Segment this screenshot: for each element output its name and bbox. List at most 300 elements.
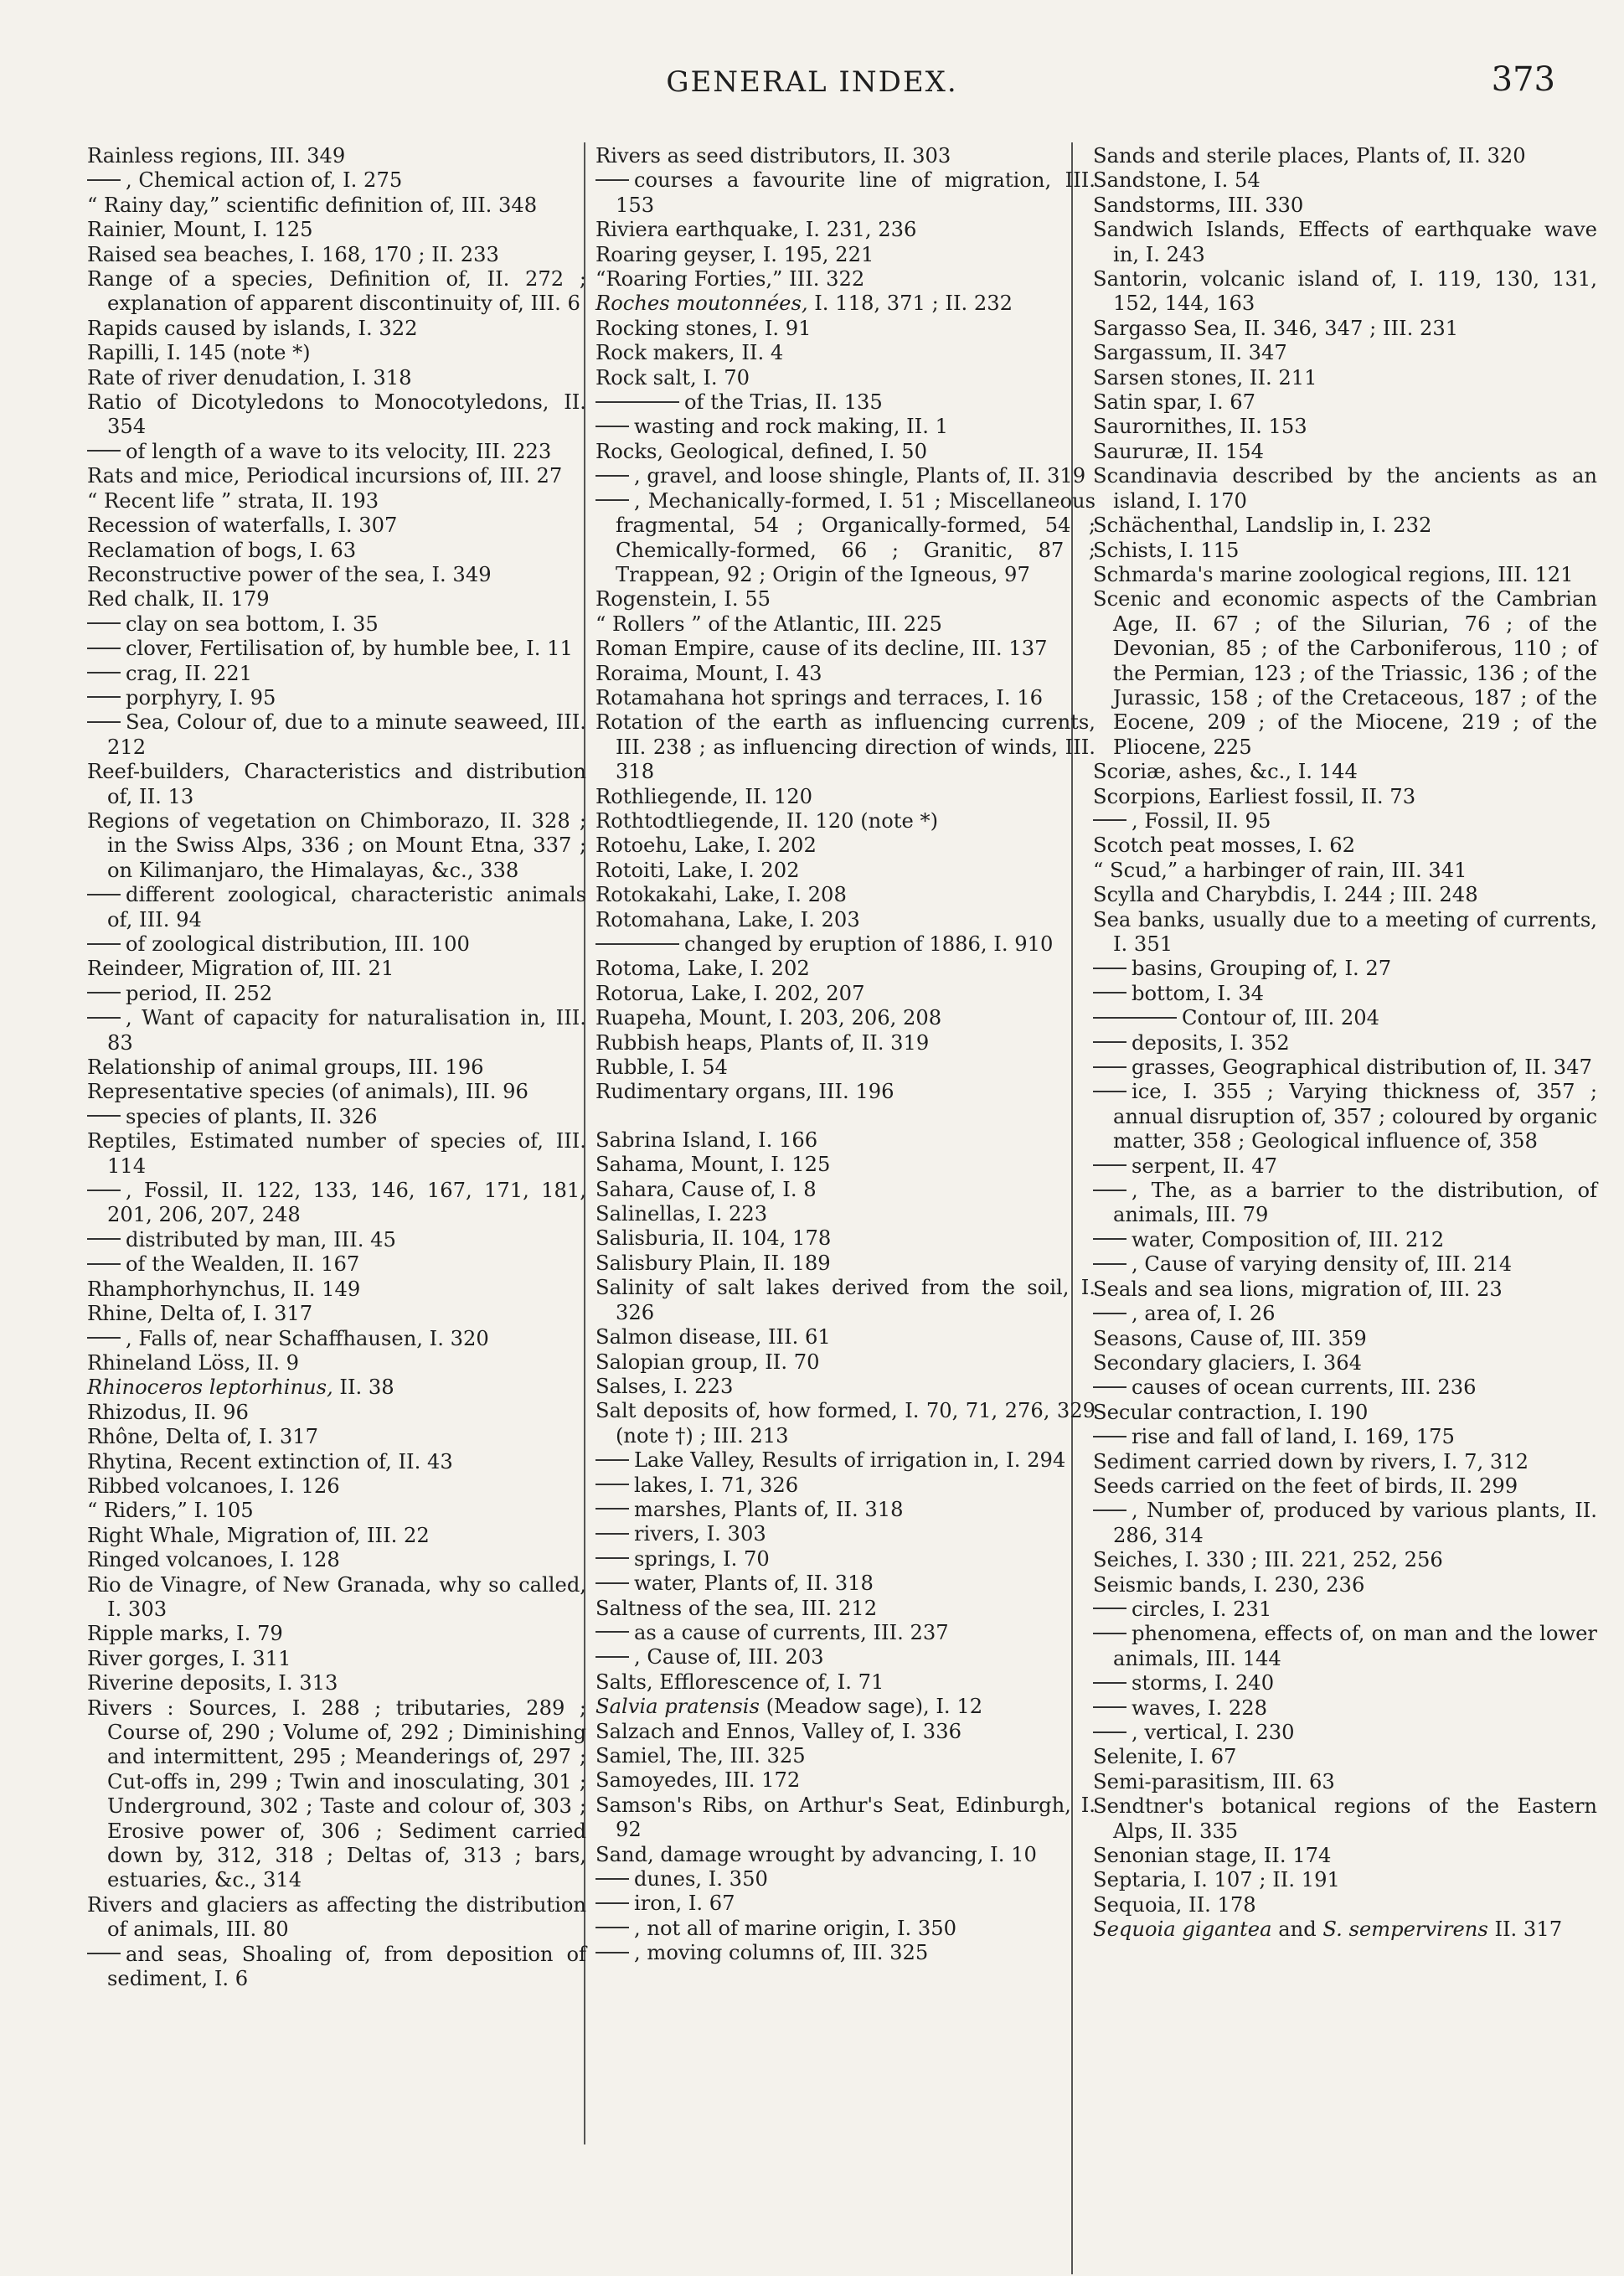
index-entry <box>1093 1548 1597 1572</box>
entry-text: Reindeer, Migration of, III. 21 <box>87 957 394 981</box>
index-entry <box>87 1327 586 1351</box>
ditto-dash <box>595 1878 629 1880</box>
index-section-gap <box>595 1105 1096 1128</box>
index-entry <box>87 1548 586 1572</box>
ditto-dash <box>595 1582 629 1584</box>
entry-text: Sahama, Mount, I. 125 <box>595 1153 831 1177</box>
index-entry <box>87 218 586 242</box>
index-entry <box>1093 785 1597 809</box>
entry-text: Rubble, I. 54 <box>595 1055 728 1080</box>
entry-text: “ Riders,” I. 105 <box>87 1499 254 1523</box>
index-entry <box>1093 1671 1597 1695</box>
entry-text: Ringed volcanoes, I. 128 <box>87 1548 340 1572</box>
index-entry <box>1093 1302 1597 1326</box>
entry-text: Sand, damage wrought by advancing, I. 10 <box>595 1842 1037 1866</box>
ditto-dash <box>595 943 679 945</box>
entry-text: “ Rollers ” of the Atlantic, III. 225 <box>595 612 942 636</box>
index-entry <box>595 1597 1096 1621</box>
index-entry <box>87 957 586 981</box>
index-entry <box>1093 587 1597 760</box>
index-entry <box>595 464 1096 488</box>
entry-text: II. 317 <box>1487 1917 1563 1942</box>
index-entry <box>595 1892 1096 1916</box>
entry-text: Rainless regions, III. 349 <box>87 144 346 168</box>
entry-text: Seiches, I. 330 ; III. 221, 252, 256 <box>1093 1548 1443 1572</box>
entry-text: Samiel, The, III. 325 <box>595 1744 806 1768</box>
index-entry <box>1093 1622 1597 1671</box>
entry-italic-term: Salvia pratensis <box>595 1695 760 1719</box>
entry-text: Right Whale, Migration of, III. 22 <box>87 1523 430 1547</box>
entry-text: water, Composition of, III. 212 <box>1132 1227 1445 1252</box>
entry-text: “ Recent life ” strata, II. 193 <box>87 488 379 513</box>
index-entry <box>595 1055 1096 1080</box>
index-entry <box>595 1522 1096 1546</box>
entry-text: ice, I. 355 ; Varying thickness of, 357 ; annual disruption of, 357 ; coloured by organic matter, 358 ; Geological influence of, 358 <box>1113 1080 1597 1153</box>
ditto-dash <box>595 1533 629 1535</box>
entry-text: Seals and sea lions, migration of, III. 23 <box>1093 1277 1503 1301</box>
entry-text: Rotoma, Lake, I. 202 <box>595 957 810 981</box>
index-entry <box>595 1448 1096 1473</box>
entry-text: Schächenthal, Landslip in, I. 232 <box>1093 514 1432 538</box>
index-entry <box>1093 194 1597 218</box>
entry-text: , Fossil, II. 95 <box>1132 808 1271 833</box>
index-entry <box>87 514 586 538</box>
index-entry <box>87 390 586 440</box>
index-entry <box>1093 1573 1597 1597</box>
entry-text: distributed by man, III. 45 <box>126 1227 396 1252</box>
entry-text: , vertical, I. 230 <box>1132 1721 1295 1744</box>
ditto-dash <box>87 1190 121 1191</box>
entry-text: , area of, I. 26 <box>1132 1302 1276 1326</box>
index-entry <box>87 489 586 514</box>
entry-text: Rock makers, II. 4 <box>595 341 784 365</box>
index-entry <box>87 1252 586 1277</box>
entry-text: Range of a species, Definition of, II. 272 ; explanation of apparent discontinuity of, III. 6 <box>87 267 586 316</box>
entry-text: Rothliegende, II. 120 <box>595 784 813 808</box>
entry-text: species of plants, II. 326 <box>126 1104 378 1128</box>
index-entry <box>595 1621 1096 1645</box>
entry-text: Septaria, I. 107 ; II. 191 <box>1093 1868 1340 1892</box>
entry-text: Rhizodus, II. 96 <box>87 1400 249 1424</box>
entry-text: period, II. 252 <box>126 981 273 1005</box>
entry-text: causes of ocean currents, III. 236 <box>1132 1375 1477 1400</box>
index-entry <box>595 932 1096 957</box>
entry-text: Selenite, I. 67 <box>1093 1745 1237 1769</box>
ditto-dash <box>595 1508 629 1510</box>
entry-text: porphyry, I. 95 <box>126 685 276 710</box>
entry-text: marshes, Plants of, II. 318 <box>634 1497 904 1521</box>
entry-text: Ratio of Dicotyledons to Monocotyledons, II. 354 <box>87 390 586 439</box>
entry-text: , Cause of varying density of, III. 214 <box>1132 1252 1513 1277</box>
entry-text: Sandwich Islands, Effects of earthquake wave in, I. 243 <box>1093 218 1597 266</box>
index-entry <box>87 341 586 365</box>
entry-text: “Roaring Forties,” III. 322 <box>595 267 865 292</box>
entry-text: Rhineland Löss, II. 9 <box>87 1350 300 1375</box>
index-entry <box>595 1252 1096 1276</box>
index-entry <box>87 1622 586 1646</box>
index-entry <box>87 1524 586 1548</box>
index-entry <box>1093 1893 1597 1917</box>
index-entry <box>595 1547 1096 1572</box>
index-entry <box>595 292 1096 316</box>
entry-text: Samoyedes, III. 172 <box>595 1768 801 1793</box>
index-entry <box>1093 1721 1597 1745</box>
entry-text: springs, I. 70 <box>634 1546 770 1571</box>
index-entry <box>87 144 586 168</box>
index-entry <box>1093 464 1597 514</box>
entry-text: dunes, I. 350 <box>634 1867 768 1892</box>
index-entry <box>595 587 1096 612</box>
entry-text: Salopian group, II. 70 <box>595 1350 820 1374</box>
entry-text: and seas, Shoaling of, from deposition of sediment, I. 6 <box>107 1942 586 1991</box>
index-entry <box>595 1768 1096 1793</box>
ditto-dash <box>1093 1633 1126 1634</box>
ditto-dash <box>87 648 121 649</box>
entry-text: Sands and sterile places, Plants of, II. 320 <box>1093 144 1526 168</box>
entry-text: Scandinavia described by the ancients as an island, I. 170 <box>1093 464 1597 513</box>
index-entry <box>1093 1499 1597 1548</box>
index-entry <box>595 1670 1096 1695</box>
entry-text: , Falls of, near Schaffhausen, I. 320 <box>126 1326 489 1350</box>
ditto-dash <box>595 179 629 181</box>
page-number: 373 <box>1491 60 1555 99</box>
index-entry <box>595 1572 1096 1596</box>
entry-text: Scylla and Charybdis, I. 244 ; III. 248 <box>1093 883 1478 907</box>
ditto-dash <box>87 894 121 895</box>
index-entry <box>87 1450 586 1474</box>
entry-text: Scorpions, Earliest fossil, II. 73 <box>1093 784 1416 808</box>
ditto-dash <box>1093 1164 1126 1166</box>
ditto-dash <box>1093 1017 1177 1019</box>
entry-text: grasses, Geographical distribution of, II. 347 <box>1132 1055 1592 1080</box>
ditto-dash <box>87 1115 121 1117</box>
index-entry <box>595 1202 1096 1226</box>
index-entry <box>1093 1080 1597 1153</box>
index-entry <box>87 267 586 317</box>
index-entry <box>595 317 1096 341</box>
index-entry <box>1093 1425 1597 1449</box>
index-entry <box>87 1647 586 1671</box>
entry-text: Rivers and glaciers as affecting the distribution of animals, III. 80 <box>87 1892 586 1942</box>
entry-text: , Fossil, II. 122, 133, 146, 167, 171, 181, 201, 206, 207, 248 <box>107 1179 586 1227</box>
index-entry <box>1093 1450 1597 1474</box>
index-entry <box>87 168 586 193</box>
index-entry <box>1093 415 1597 439</box>
index-entry <box>87 1474 586 1499</box>
index-entry <box>87 883 586 932</box>
entry-text: II. 38 <box>333 1375 394 1400</box>
entry-text: Salmon disease, III. 61 <box>595 1325 831 1350</box>
entry-text: changed by eruption of 1886, I. 910 <box>684 932 1054 956</box>
ditto-dash <box>1093 1732 1126 1733</box>
ditto-dash <box>1093 1510 1126 1511</box>
index-entry <box>87 317 586 341</box>
ditto-dash <box>1093 1066 1126 1068</box>
entry-text: Sequoia, II. 178 <box>1093 1892 1256 1917</box>
index-entry <box>1093 1868 1597 1892</box>
entry-text: Scoriæ, ashes, &c., I. 144 <box>1093 760 1358 784</box>
entry-text: Riverine deposits, I. 313 <box>87 1671 338 1695</box>
index-entry <box>1093 168 1597 193</box>
entry-text: wasting and rock making, II. 1 <box>634 415 948 439</box>
entry-text: lakes, I. 71, 326 <box>634 1473 799 1497</box>
index-entry <box>1093 1055 1597 1080</box>
entry-text: Roraima, Mount, I. 43 <box>595 661 822 685</box>
entry-text: Salses, I. 223 <box>595 1374 734 1398</box>
entry-text: Rock salt, I. 70 <box>595 365 750 390</box>
entry-text: Rudimentary organs, III. 196 <box>595 1080 894 1104</box>
ditto-dash <box>1093 1313 1126 1314</box>
index-entry <box>87 539 586 563</box>
entry-text: Rhytina, Recent extinction of, II. 43 <box>87 1449 453 1473</box>
entry-text: , Want of capacity for naturalisation in, III. 83 <box>107 1006 586 1055</box>
index-entry <box>595 489 1096 588</box>
index-entry <box>595 1153 1096 1177</box>
index-entry <box>595 612 1096 637</box>
entry-text: Schmarda's marine zoological regions, III. 121 <box>1093 562 1574 586</box>
ditto-dash <box>1093 1682 1126 1684</box>
ditto-dash <box>1093 992 1126 993</box>
index-entry <box>595 1695 1096 1719</box>
entry-text: Scotch peat mosses, I. 62 <box>1093 834 1355 858</box>
ditto-dash <box>595 1902 629 1904</box>
entry-text: Rogenstein, I. 55 <box>595 587 771 612</box>
ditto-dash <box>1093 1190 1126 1191</box>
ditto-dash <box>87 696 121 698</box>
index-entry <box>87 1401 586 1425</box>
index-entry <box>595 218 1096 242</box>
entry-text: (Meadow sage), I. 12 <box>759 1695 983 1719</box>
index-entry <box>595 168 1096 218</box>
index-entry <box>1093 1745 1597 1769</box>
index-entry <box>1093 1770 1597 1794</box>
ditto-dash <box>595 499 629 501</box>
index-entry <box>595 982 1096 1006</box>
entry-text: water, Plants of, II. 318 <box>634 1572 874 1596</box>
entry-text: , Cause of, III. 203 <box>634 1645 824 1670</box>
entry-text: Santorin, volcanic island of, I. 119, 130, 131, 152, 144, 163 <box>1093 267 1597 316</box>
ditto-dash <box>87 1263 121 1265</box>
entry-text: Rapids caused by islands, I. 322 <box>87 316 418 340</box>
index-entry <box>595 1128 1096 1153</box>
index-entry <box>595 908 1096 932</box>
entry-text: Salinity of salt lakes derived from the soil, I. 326 <box>595 1276 1096 1324</box>
entry-text: basins, Grouping of, I. 27 <box>1132 957 1392 981</box>
index-entry <box>1093 908 1597 957</box>
index-entry <box>595 1645 1096 1670</box>
entry-text: Saurornithes, II. 153 <box>1093 415 1307 439</box>
entry-text: clover, Fertilisation of, by humble bee, I. 11 <box>126 637 573 661</box>
ditto-dash <box>87 992 121 993</box>
index-entry <box>87 1302 586 1326</box>
entry-text: Rotoehu, Lake, I. 202 <box>595 834 817 858</box>
entry-text: Rotokakahi, Lake, I. 208 <box>595 883 847 907</box>
index-entry <box>87 1671 586 1695</box>
entry-text: Semi-parasitism, III. 63 <box>1093 1769 1335 1793</box>
index-entry <box>87 809 586 883</box>
index-entry <box>87 587 586 612</box>
page-header <box>0 60 1624 116</box>
entry-text: of the Trias, II. 135 <box>684 390 883 415</box>
ditto-dash <box>1093 1091 1126 1092</box>
entry-text: Riviera earthquake, I. 231, 236 <box>595 218 917 242</box>
entry-text: serpent, II. 47 <box>1132 1153 1278 1178</box>
entry-text: Sea banks, usually due to a meeting of currents, I. 351 <box>1093 907 1597 956</box>
ditto-dash <box>595 475 629 477</box>
index-entry <box>1093 317 1597 341</box>
index-entry <box>87 1105 586 1129</box>
index-entry <box>595 1498 1096 1522</box>
ditto-dash <box>595 1656 629 1658</box>
index-entry <box>87 710 586 760</box>
ditto-dash <box>595 1484 629 1485</box>
entry-text: , Mechanically-formed, I. 51 ; Miscellaneous fragmental, 54 ; Organically-formed, 54 ; Chemically-formed, 66 ; Granitic, 87 ; Trappean, 92 ; Origin of the Igneous, 97 <box>616 488 1096 586</box>
ditto-dash <box>1093 968 1126 969</box>
index-entry <box>595 1031 1096 1055</box>
index-entry <box>595 710 1096 784</box>
ditto-dash <box>1093 1238 1126 1240</box>
entry-text: rise and fall of land, I. 169, 175 <box>1132 1425 1455 1449</box>
entry-text: Rivers : Sources, I. 288 ; tributaries, 289 ; Course of, 290 ; Volume of, 292 ; Diminishing and intermittent, 295 ; Meanderings of, 297 ; Cut-offs in, 299 ; Twin and inosculating, 301 ; Underground, 302 ; Taste and colour of, 303 ; Erosive power of, 306 ; Sediment carried down by, 312, 318 ; Deltas of, 313 ; bars, estuaries, &c., 314 <box>87 1695 586 1892</box>
index-entry <box>1093 1006 1597 1030</box>
entry-text: circles, I. 231 <box>1132 1597 1272 1621</box>
entry-text: Rotation of the earth as influencing currents, III. 238 ; as influencing direction of winds, III. 318 <box>595 710 1096 784</box>
ditto-dash <box>595 1631 629 1633</box>
index-entry <box>1093 267 1597 317</box>
index-entry <box>87 1129 586 1179</box>
index-entry <box>595 859 1096 883</box>
entry-italic-term: Rhinoceros leptorhinus, <box>87 1375 333 1400</box>
entry-text: crag, II. 221 <box>126 661 253 685</box>
index-entry <box>595 637 1096 661</box>
entry-text: River gorges, I. 311 <box>87 1646 291 1670</box>
entry-text: iron, I. 67 <box>634 1892 735 1916</box>
index-entry <box>87 932 586 957</box>
entry-text: deposits, I. 352 <box>1132 1030 1290 1055</box>
entry-italic-term: Roches moutonnées, <box>595 292 808 316</box>
index-entry <box>1093 982 1597 1006</box>
entry-text: of length of a wave to its velocity, III. 223 <box>126 439 552 463</box>
entry-text: Rhine, Delta of, I. 317 <box>87 1302 313 1326</box>
entry-text: Samson's Ribs, on Arthur's Seat, Edinburgh, I. 92 <box>595 1793 1096 1842</box>
entry-text: Rio de Vinagre, of New Granada, why so called, I. 303 <box>87 1572 586 1621</box>
index-entry <box>595 834 1096 858</box>
index-entry <box>87 1228 586 1252</box>
index-entry <box>595 267 1096 292</box>
entry-text: Salts, Efflorescence of, I. 71 <box>595 1670 884 1694</box>
index-entry <box>1093 1327 1597 1351</box>
entry-text: Regions of vegetation on Chimborazo, II. 328 ; in the Swiss Alps, 336 ; on Mount Etna, 337 ; on Kilimanjaro, the Himalayas, &c., 338 <box>87 808 586 882</box>
entry-text: Sabrina Island, I. 166 <box>595 1128 818 1152</box>
entry-text: Salt deposits of, how formed, I. 70, 71, 276, 329 (note †) ; III. 213 <box>595 1399 1096 1448</box>
entry-text: Seeds carried on the feet of birds, II. 299 <box>1093 1473 1518 1498</box>
index-entry <box>87 637 586 661</box>
index-entry <box>595 1941 1096 1965</box>
entry-text: Reef-builders, Characteristics and distribution of, II. 13 <box>87 760 586 808</box>
index-entry <box>1093 144 1597 168</box>
entry-text: courses a favourite line of migration, III. 153 <box>616 168 1096 217</box>
entry-text: Seismic bands, I. 230, 236 <box>1093 1572 1365 1597</box>
entry-text: Senonian stage, II. 174 <box>1093 1844 1332 1868</box>
ditto-dash <box>1093 1386 1126 1388</box>
index-entry <box>595 1325 1096 1350</box>
entry-text: Reconstructive power of the sea, I. 349 <box>87 562 492 586</box>
index-entry <box>595 686 1096 710</box>
ditto-dash <box>87 450 121 452</box>
ditto-dash <box>87 1238 121 1240</box>
index-entry <box>1093 1179 1597 1228</box>
index-entry <box>1093 539 1597 563</box>
index-entry <box>87 243 586 267</box>
entry-text: different zoological, characteristic animals of, III. 94 <box>107 883 586 932</box>
ditto-dash <box>595 1459 629 1461</box>
index-entry <box>87 662 586 686</box>
index-entry <box>87 760 586 809</box>
entry-text: Rate of river denudation, I. 318 <box>87 365 412 390</box>
entry-text: Rhamphorhynchus, II. 149 <box>87 1277 361 1301</box>
index-entry <box>595 883 1096 907</box>
entry-text: Sargassum, II. 347 <box>1093 341 1287 365</box>
entry-text: rivers, I. 303 <box>634 1522 766 1546</box>
index-entry <box>1093 883 1597 907</box>
entry-text: Rotomahana, Lake, I. 203 <box>595 907 860 932</box>
entry-text: Rats and mice, Periodical incursions of, III. 27 <box>87 464 563 488</box>
entry-text: Lake Valley, Results of irrigation in, I. 294 <box>634 1448 1066 1473</box>
entry-text: storms, I. 240 <box>1132 1671 1275 1695</box>
entry-text: Rotorua, Lake, I. 202, 207 <box>595 981 865 1005</box>
index-entry <box>1093 809 1597 834</box>
entry-text: of zoological distribution, III. 100 <box>126 932 470 956</box>
index-entry <box>1093 1401 1597 1425</box>
entry-text: Contour of, III. 204 <box>1182 1006 1379 1030</box>
ditto-dash <box>87 622 121 624</box>
index-entry <box>87 982 586 1006</box>
index-entry <box>1093 957 1597 981</box>
index-entry <box>1093 563 1597 587</box>
entry-text: phenomena, effects of, on man and the lower animals, III. 144 <box>1113 1622 1597 1670</box>
ditto-dash <box>1093 819 1126 821</box>
index-entry <box>1093 341 1597 365</box>
index-entry <box>87 464 586 488</box>
index-column-middle <box>595 144 1096 1966</box>
entry-italic-term: Sequoia gigantea <box>1093 1917 1272 1942</box>
entry-text: Relationship of animal groups, III. 196 <box>87 1055 484 1080</box>
entry-text: , not all of marine origin, I. 350 <box>634 1916 957 1940</box>
entry-text: Sarsen stones, II. 211 <box>1093 365 1317 390</box>
index-entry <box>1093 760 1597 784</box>
entry-text: and <box>1271 1917 1323 1942</box>
index-entry <box>1093 218 1597 267</box>
index-entry <box>595 1793 1096 1843</box>
entry-text: Rainier, Mount, I. 125 <box>87 218 313 242</box>
index-entry <box>1093 440 1597 464</box>
entry-text: Ripple marks, I. 79 <box>87 1622 283 1646</box>
entry-italic-term: S. sempervirens <box>1322 1917 1488 1942</box>
ditto-dash <box>87 1017 121 1019</box>
index-entry <box>595 1375 1096 1399</box>
index-entry <box>87 1179 586 1228</box>
index-entry <box>1093 514 1597 538</box>
ditto-dash <box>595 1557 629 1559</box>
ditto-dash <box>87 179 121 181</box>
index-entry <box>595 1226 1096 1251</box>
index-entry <box>595 144 1096 168</box>
index-entry <box>595 1178 1096 1202</box>
entry-text: Sendtner's botanical regions of the Eastern Alps, II. 335 <box>1093 1794 1597 1843</box>
index-entry <box>595 1917 1096 1941</box>
index-entry <box>1093 1844 1597 1868</box>
entry-text: “ Rainy day,” scientific definition of, III. 348 <box>87 193 538 217</box>
